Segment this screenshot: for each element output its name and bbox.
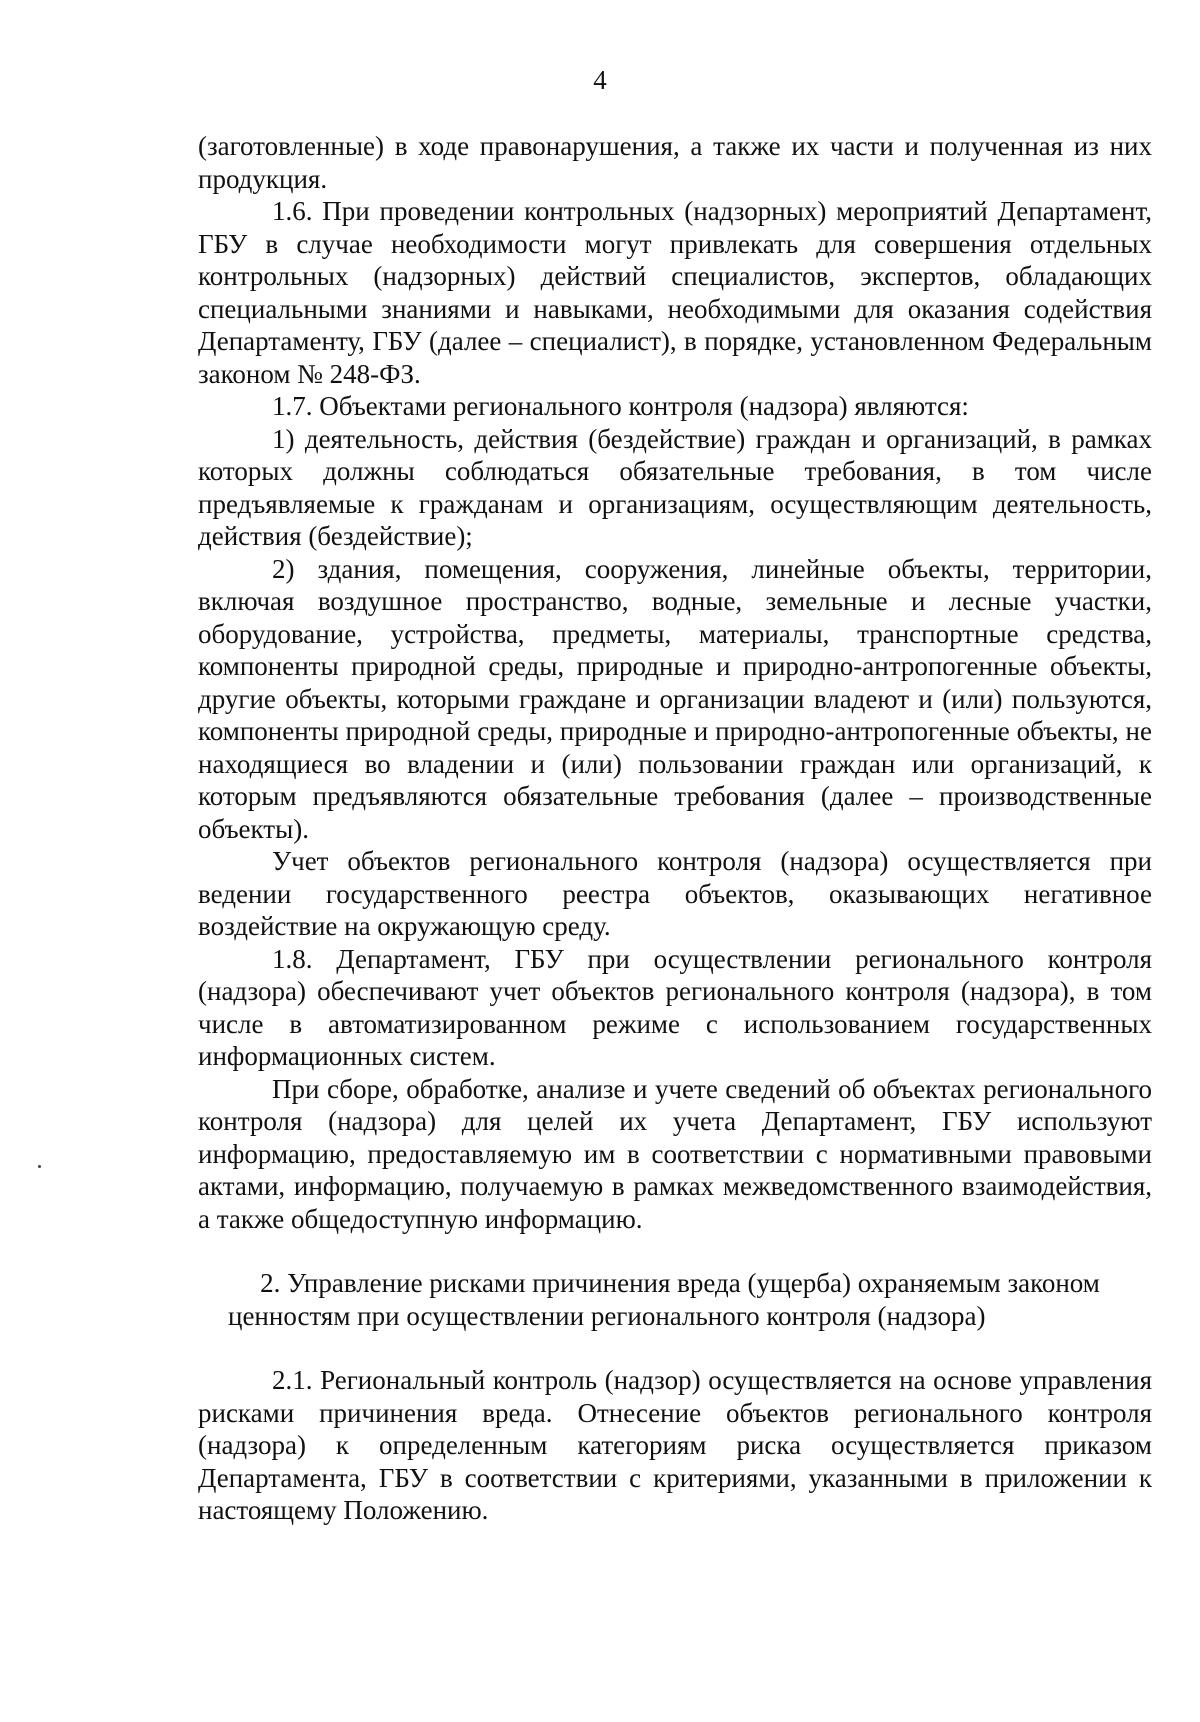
paragraph-2-1: 2.1. Региональный контроль (надзор) осуществляется на основе управления рисками причинения вреда. Отнесение объектов регионального контроля (надзора) к определенным категориям риска осуществляется приказом Департамента, ГБУ в соответствии с критериями, указанными в приложении к настоящему Положению. [198, 1365, 1152, 1525]
list-item-2: 2) здания, помещения, сооружения, линейные объекты, территории, включая воздушное пространство, водные, земельные и лесные участки, оборудование, устройства, предметы, материалы, транспортные средства, компоненты природной среды, природные и природно-антропогенные объекты, другие объекты, которыми граждане и организации владеют и (или) пользуются, компоненты природной среды, природные и природно-антропогенные объекты, не находящиеся во владении и (или) пользовании граждан или организаций, к которым предъявляются обязательные требования (далее – производственные объекты). [198, 553, 1152, 844]
paragraph-information-collection: При сборе, обработке, анализе и учете сведений об объектах регионального контроля (надзора) для целей их учета Департамент, ГБУ используют информацию, предоставляемую им в соответствии с нормативными правовыми актами, информацию, получаемую в рамках межведомственного взаимодействия, а также общедоступную информацию. [198, 1073, 1152, 1234]
paragraph-1-7: 1.7. Объектами регионального контроля (надзора) являются: [272, 391, 969, 421]
paragraph-continuation: (заготовленные) в ходе правонарушения, а также их части и полученная из них продукция. [198, 131, 1152, 194]
paragraph-1-6: 1.6. При проведении контрольных (надзорных) мероприятий Департамент, ГБУ в случае необходимости могут привлекать для совершения отдельных контрольных (надзорных) действий специалистов, экспертов, обладающих специальными знаниями и навыками, необходимыми для оказания содействия Департаменту, ГБУ (далее – специалист), в порядке, установленном Федеральным законом № 248-ФЗ. [198, 196, 1152, 389]
page-number: 4 [593, 65, 607, 95]
scan-speck [38, 1165, 41, 1168]
document-body [198, 130, 1152, 1527]
paragraph-objects-accounting: Учет объектов регионального контроля (надзора) осуществляется при ведении государственного реестра объектов, оказывающих негативное воздействие на окружающую среду. [198, 846, 1152, 941]
paragraph-1-8: 1.8. Департамент, ГБУ при осуществлении регионального контроля (надзора) обеспечивают учет объектов регионального контроля (надзора), в том числе в автоматизированном режиме с использованием государственных информационных систем. [198, 943, 1152, 1071]
list-item-1: 1) деятельность, действия (бездействие) граждан и организаций, в рамках которых должны соблюдаться обязательные требования, в том числе предъявляемые к гражданам и организациям, осуществляющим деятельность, действия (бездействие); [198, 423, 1152, 551]
section-heading: 2. Управление рисками причинения вреда (ущерба) охраняемым законом ценностям при осуществлении регионального контроля (надзора) [228, 1268, 1100, 1331]
